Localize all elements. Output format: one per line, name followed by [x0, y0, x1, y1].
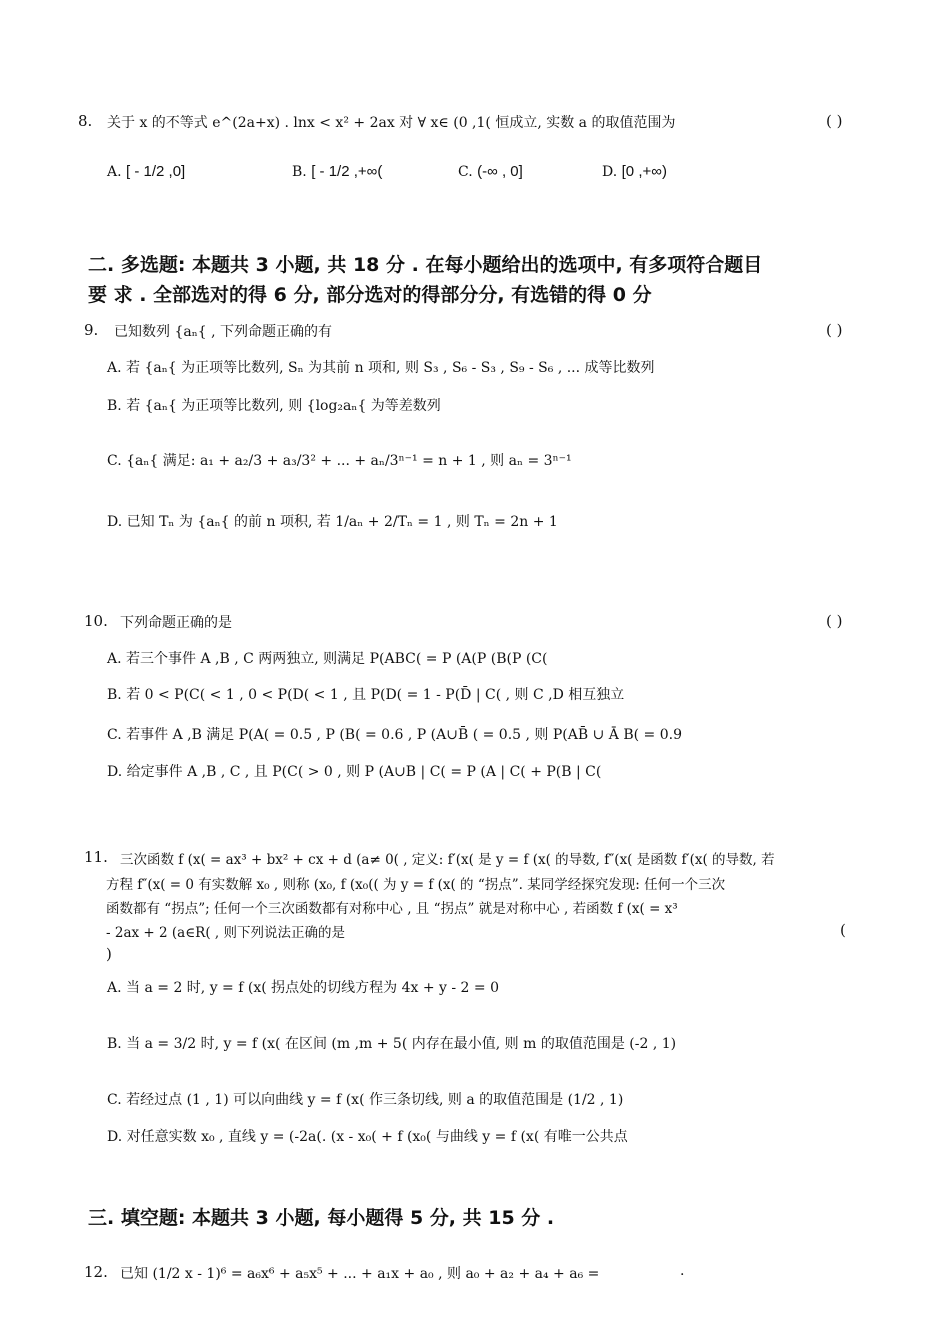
q9-option-c: C. {aₙ{ 满足: a₁ + a₂/3 + a₃/3² + ... + aₙ/3ⁿ⁻¹ = n + 1 , 则 aₙ = 3ⁿ⁻¹: [107, 453, 572, 469]
question-number: 11.: [84, 848, 108, 866]
question-number: 8.: [78, 112, 93, 130]
q9-option-a: A. 若 {aₙ{ 为正项等比数列, Sₙ 为其前 n 项和, 则 S₃ , S₆ - S₃ , S₉ - S₆ , ... 成等比数列: [107, 360, 655, 376]
section-2-heading-line1: 二. 多选题: 本题共 3 小题, 共 18 分 . 在每小题给出的选项中, 有多项符合题目: [88, 254, 763, 276]
q8-option-c: [458, 163, 523, 180]
q10-option-d: D. 给定事件 A ,B , C , 且 P(C( > 0 , 则 P (A∪B | C( = P (A | C( + P(B | C(: [107, 764, 602, 780]
option-label: A.: [107, 164, 122, 180]
answer-blank-end: .: [680, 1263, 685, 1279]
q11-option-c: C. 若经过点 (1 , 1) 可以向曲线 y = f (x( 作三条切线, 则 a 的取值范围是 (1/2 , 1): [107, 1092, 624, 1108]
q11-option-a: A. 当 a = 2 时, y = f (x( 拐点处的切线方程为 4x + y - 2 = 0: [107, 980, 500, 996]
option-text: [0 ,+∞): [621, 163, 667, 180]
section-3-heading: 三. 填空题: 本题共 3 小题, 每小题得 5 分, 共 15 分 .: [88, 1207, 555, 1229]
question-text-line1: 三次函数 f (x( = ax³ + bx² + cx + d (a≠ 0( , 定义: f′(x( 是 y = f (x( 的导数, f″(x( 是函数 f′(x( 的导数, 若: [120, 852, 775, 868]
q8-option-d: [602, 163, 667, 180]
question-text-line4: - 2ax + 2 (a∈R( , 则下列说法正确的是: [106, 925, 345, 941]
option-label: C.: [458, 164, 473, 180]
q10-option-b: B. 若 0 < P(C( < 1 , 0 < P(D( < 1 , 且 P(D( = 1 - P(D̄ | C( , 则 C ,D 相互独立: [107, 687, 625, 703]
answer-paren-close: ): [106, 945, 112, 963]
answer-paren: ( ): [826, 112, 843, 130]
question-text-line3: 函数都有 “拐点”; 任何一个三次函数都有对称中心 , 且 “拐点” 就是对称中心 , 若函数 f (x( = x³: [106, 901, 678, 917]
q11-option-d: D. 对任意实数 x₀ , 直线 y = (-2a(. (x - x₀( + f (x₀( 与曲线 y = f (x( 有唯一公共点: [107, 1129, 628, 1145]
option-text: (-∞ , 0]: [477, 163, 523, 180]
question-number: 9.: [84, 321, 99, 339]
option-label: D.: [602, 164, 618, 180]
answer-paren: ( ): [826, 612, 843, 630]
q8-option-b: [292, 163, 382, 180]
option-text: [ - 1/2 ,+∞(: [311, 163, 383, 180]
answer-paren: ( ): [826, 321, 843, 339]
question-number: 12.: [84, 1263, 108, 1281]
q10-option-c: C. 若事件 A ,B 满足 P(A( = 0.5 , P (B( = 0.6 , P (A∪B̄ ( = 0.5 , 则 P(AB̄ ∪ Ā B( = 0.9: [107, 727, 682, 743]
option-text: [ - 1/2 ,0]: [126, 163, 186, 180]
question-text: 已知数列 {aₙ{ , 下列命题正确的有: [114, 324, 333, 340]
question-number: 10.: [84, 612, 108, 630]
question-text: 已知 (1/2 x - 1)⁶ = a₆x⁶ + a₅x⁵ + ... + a₁x + a₀ , 则 a₀ + a₂ + a₄ + a₆ =: [120, 1266, 600, 1282]
question-text-line2: 方程 f″(x( = 0 有实数解 x₀ , 则称 (x₀, f (x₀(( 为 y = f (x( 的 “拐点”. 某同学经探究发现: 任何一个三次: [106, 877, 726, 893]
question-text: 下列命题正确的是: [120, 615, 232, 631]
q9-option-d: D. 已知 Tₙ 为 {aₙ{ 的前 n 项积, 若 1/aₙ + 2/Tₙ = 1 , 则 Tₙ = 2n + 1: [107, 514, 558, 530]
q8-option-a: [107, 163, 185, 180]
q9-option-b: B. 若 {aₙ{ 为正项等比数列, 则 {log₂aₙ{ 为等差数列: [107, 398, 441, 414]
q11-option-b: B. 当 a = 3/2 时, y = f (x( 在区间 (m ,m + 5( 内存在最小值, 则 m 的取值范围是 (-2 , 1): [107, 1036, 677, 1052]
section-2-heading-line2: 要 求 . 全部选对的得 6 分, 部分选对的得部分分, 有选错的得 0 分: [88, 284, 652, 306]
question-text: 关于 x 的不等式 e^(2a+x) . lnx < x² + 2ax 对 ∀ x∈ (0 ,1( 恒成立, 实数 a 的取值范围为: [107, 115, 676, 131]
option-label: B.: [292, 164, 307, 180]
answer-paren-open: (: [840, 921, 846, 939]
q10-option-a: A. 若三个事件 A ,B , C 两两独立, 则满足 P(ABC( = P (A(P (B(P (C(: [107, 651, 548, 667]
